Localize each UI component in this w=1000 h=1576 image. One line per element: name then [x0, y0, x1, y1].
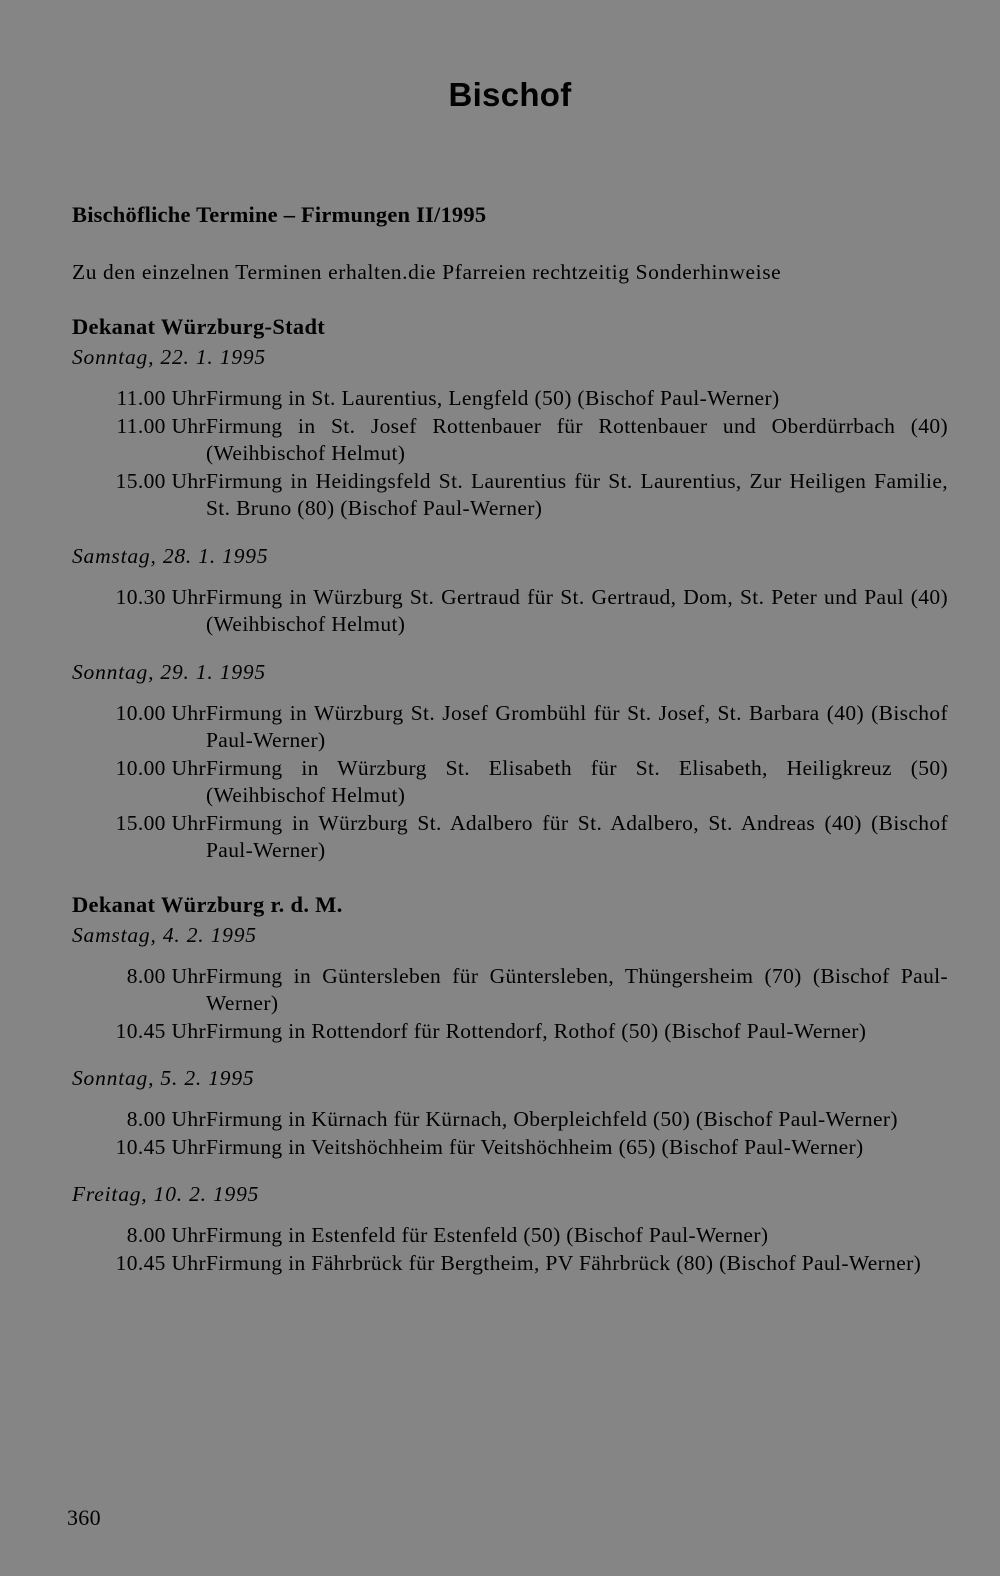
- entry-time: 15.00 Uhr: [115, 468, 206, 493]
- entry-text: Firmung in Fährbrück für Bergtheim, PV Fährbrück (80) (Bischof Paul-Werner): [206, 1250, 922, 1275]
- entry-time-cell: [72, 1222, 206, 1250]
- schedule-entry: [72, 584, 948, 639]
- entry-time-cell: [72, 468, 206, 523]
- day-block: [72, 1179, 948, 1277]
- entry-time-cell: [72, 755, 206, 810]
- day-block: [72, 657, 948, 865]
- entry-time: 15.00 Uhr: [115, 810, 206, 835]
- entry-text: Firmung in Heidingsfeld St. Laurentius für St. Laurentius, Zur Heiligen Familie, St. Bruno (80) (Bischof Paul-Werner): [206, 468, 948, 520]
- entry-time: 10.00 Uhr: [115, 700, 206, 725]
- schedule: [72, 312, 948, 1277]
- schedule-entry: [72, 755, 948, 810]
- entry-time-cell: [72, 810, 206, 865]
- entry-text: Firmung in Würzburg St. Josef Grombühl für St. Josef, St. Barbara (40) (Bischof Paul-Werner): [206, 700, 948, 752]
- entry-time-cell: [72, 385, 206, 413]
- day-block: [72, 541, 948, 639]
- section-title: Bischöfliche Termine – Firmungen II/1995: [72, 202, 487, 227]
- intro-text: Zu den einzelnen Terminen erhalten.die Pfarreien rechtzeitig Sonderhinweise: [72, 260, 782, 284]
- day-date: Sonntag, 29. 1. 1995: [72, 659, 266, 684]
- entry-time-cell: [72, 1250, 206, 1278]
- page-number: 360: [67, 1505, 101, 1530]
- schedule-entry: [72, 1250, 948, 1278]
- entry-time-cell: [72, 963, 206, 1018]
- day-block: [72, 920, 948, 1046]
- entry-text: Firmung in Güntersleben für Güntersleben, Thüngersheim (70) (Bischof Paul-Werner): [206, 963, 948, 1015]
- schedule-entry: [72, 1134, 948, 1162]
- entry-time: 10.45 Uhr: [115, 1134, 206, 1159]
- entry-text: Firmung in St. Laurentius, Lengfeld (50) (Bischof Paul-Werner): [206, 386, 780, 410]
- entry-time-cell: [72, 1018, 206, 1046]
- page-content: [72, 200, 948, 1277]
- entry-text: Firmung in Würzburg St. Gertraud für St. Gertraud, Dom, St. Peter und Paul (40) (Weihbischof Helmut): [206, 584, 948, 636]
- day-date: Samstag, 28. 1. 1995: [72, 543, 269, 568]
- schedule-entry: [72, 963, 948, 1018]
- entry-time-cell: [72, 584, 206, 639]
- day-block: [72, 342, 948, 523]
- entry-time: 8.00 Uhr: [126, 1223, 206, 1247]
- schedule-entry: [72, 810, 948, 865]
- entry-text: Firmung in Würzburg St. Adalbero für St. Adalbero, St. Andreas (40) (Bischof Paul-Werner): [206, 810, 948, 862]
- entry-text: Firmung in Estenfeld für Estenfeld (50) (Bischof Paul-Werner): [206, 1223, 769, 1247]
- day-date: Samstag, 4. 2. 1995: [72, 922, 257, 947]
- page-title: Bischof: [448, 76, 572, 113]
- entry-text: Firmung in Rottendorf für Rottendorf, Rothof (50) (Bischof Paul-Werner): [206, 1018, 867, 1043]
- entry-time-cell: [72, 413, 206, 468]
- dekanat-heading: Dekanat Würzburg-Stadt: [72, 314, 326, 339]
- schedule-entry: [72, 413, 948, 468]
- entry-text: Firmung in Würzburg St. Elisabeth für St. Elisabeth, Heiligkreuz (50) (Weihbischof Helmut): [206, 755, 948, 807]
- entry-text: Firmung in Kürnach für Kürnach, Oberpleichfeld (50) (Bischof Paul-Werner): [206, 1107, 898, 1131]
- day-block: [72, 1063, 948, 1161]
- entry-time: 11.00 Uhr: [116, 413, 206, 438]
- entry-time: 8.00 Uhr: [126, 963, 206, 988]
- entry-time-cell: [72, 700, 206, 755]
- entry-time-cell: [72, 1106, 206, 1134]
- entry-time-cell: [72, 1134, 206, 1162]
- dekanat-heading: Dekanat Würzburg r. d. M.: [72, 891, 343, 917]
- schedule-entry: [72, 1018, 948, 1046]
- entry-text: Firmung in St. Josef Rottenbauer für Rottenbauer und Oberdürrbach (40) (Weihbischof Helmut): [206, 413, 948, 465]
- day-date: Sonntag, 22. 1. 1995: [72, 345, 266, 369]
- entry-time: 10.00 Uhr: [115, 755, 206, 780]
- schedule-entry: [72, 700, 948, 755]
- schedule-entry: [72, 1222, 948, 1250]
- entry-time: 8.00 Uhr: [126, 1107, 206, 1131]
- entry-time: 11.00 Uhr: [116, 386, 206, 410]
- entry-time: 10.30 Uhr: [115, 584, 206, 609]
- entry-time: 10.45 Uhr: [115, 1018, 206, 1043]
- entry-text: Firmung in Veitshöchheim für Veitshöchheim (65) (Bischof Paul-Werner): [206, 1134, 864, 1159]
- schedule-entry: [72, 1106, 948, 1134]
- schedule-entry: [72, 385, 948, 413]
- day-date: Sonntag, 5. 2. 1995: [72, 1066, 255, 1090]
- day-date: Freitag, 10. 2. 1995: [72, 1182, 260, 1206]
- schedule-entry: [72, 468, 948, 523]
- entry-time: 10.45 Uhr: [115, 1250, 206, 1275]
